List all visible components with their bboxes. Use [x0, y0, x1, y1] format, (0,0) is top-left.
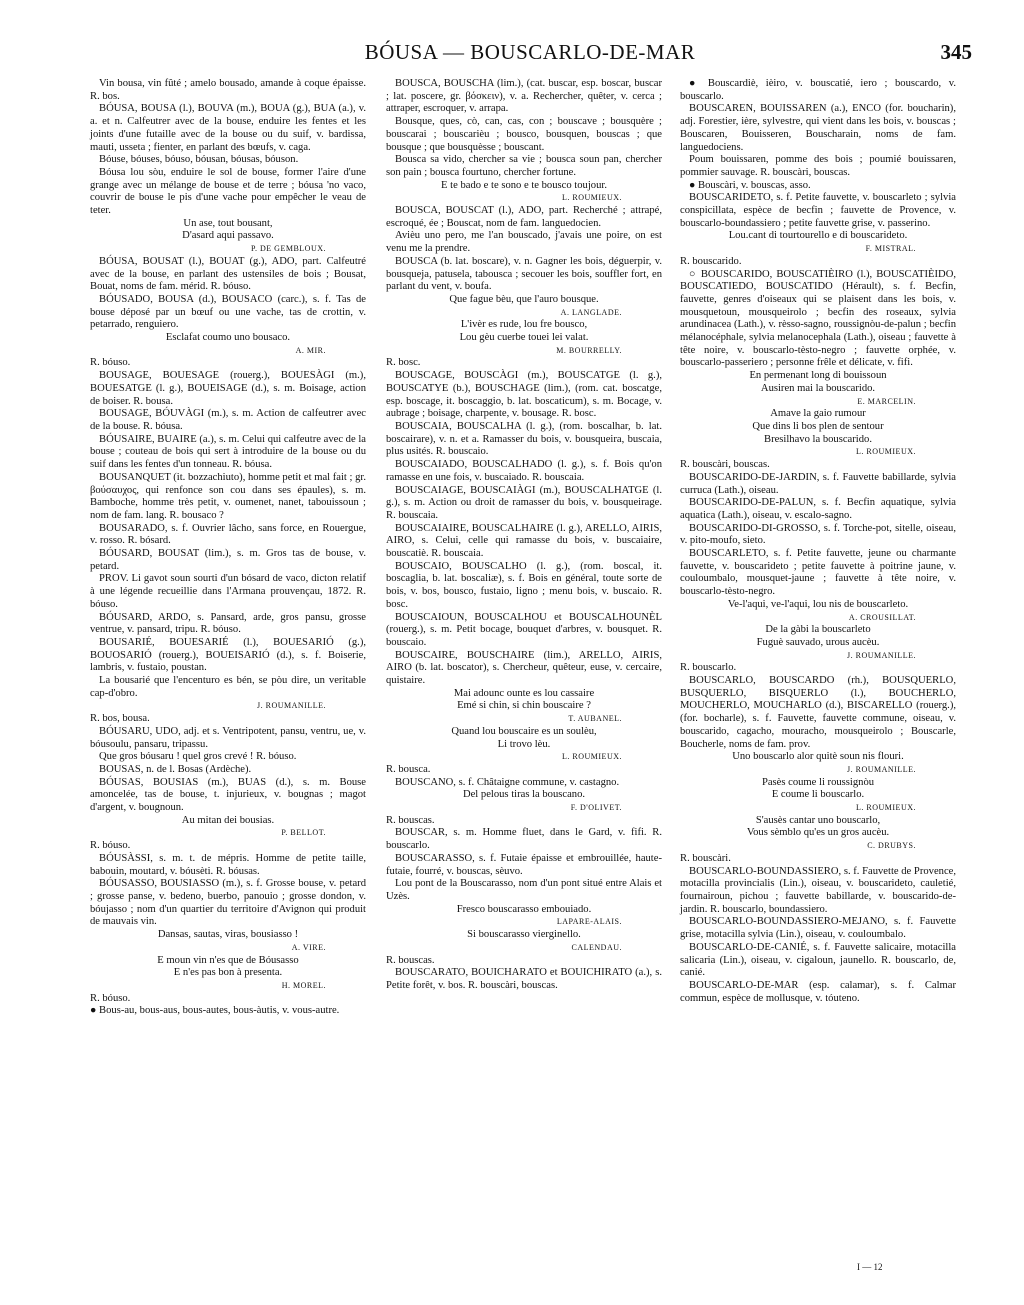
entry-paragraph: BÓUSAS, BOUSIAS (m.), BUAS (d.), s. m. Bouse amoncelée, tas de bouse, t. injurieux, v. bougnas ; magot d'argent, v. bougnoun. — [90, 776, 366, 814]
quotation-line: L'ivèr es rude, lou fre bousco, — [460, 319, 588, 331]
quotation-line: Lou.cant di tourtourello e di bouscarideto. — [728, 230, 908, 242]
entry-paragraph: BOUSCARLO-DE-CANIÉ, s. f. Fauvette salicaire, motacilla salicaria (Lin.), oiseau, v. cigaloun, jaunello. R. bouscarlo, de, canié. — [680, 941, 956, 979]
etymology-reference: R. bóuso. — [90, 992, 131, 1004]
entry-paragraph: BOUSCARIDO-DE-JARDIN, s. f. Fauvette babillarde, sylvia curruca (Lath.), oiseau. — [680, 471, 956, 496]
quotation-line: Quand lou bouscaire es un soulèu, — [451, 725, 597, 737]
quotation-author: H. MOREL. — [281, 980, 326, 990]
etymology-reference: R. bouscàri. — [680, 852, 731, 864]
quotation-line: En permenant long di bouissoun — [749, 370, 887, 382]
entry-paragraph: BOUSCA (b. lat. boscare), v. n. Gagner les bois, déguerpir, v. bousqueja, patusela, tabousca ; secouer les bois, souffler fort, en parlant du vent, v. boufa. — [386, 255, 662, 293]
entry-paragraph: BOUSCA, BOUSCAT (l.), ADO, part. Recherché ; attrapé, escroqué, ée ; Bouscat, nom de fam. languedocien. — [386, 205, 662, 229]
entry-paragraph: Avièu uno pero, me l'an bouscado, j'avais une poire, on est venu me la prendre. — [386, 230, 662, 255]
entry-paragraph: BÓUSA, BOUSA (l.), BOUVA (m.), BOUA (g.), BUA (a.), v. a. et n. Calfeutrer avec de la bouse, enduire les fentes et les joints d'une futaille avec de la bouse ou du suif, v. bardissa, mauti, usseta ; fienter, en parlant des bœufs, v. caga. — [90, 103, 366, 153]
etymology-reference: R. bouscas. — [386, 954, 435, 966]
quotation-author: P. DE GEMBLOUX. — [250, 244, 326, 254]
entry-paragraph: La bousarié que l'encenturo es bén, se pòu dire, un veritable cap-d'obro. — [90, 675, 366, 699]
entry-paragraph: BOUSCARLETO, s. f. Petite fauvette, jeune ou charmante fauvette, v. bouscarideto ; petite fauvette à poitrine jaune, v. couloumbalo, mousquet-jaune ; fauvette à tête noire, v. bouscarlo-tèsto-negro. — [680, 548, 956, 598]
entry-paragraph: BOUSARADO, s. f. Ouvrier lâcho, sans force, en Rouergue, v. rosso. R. bósard. — [90, 522, 366, 547]
entry-paragraph: BOUSARIÉ, BOUESARIÉ (l.), BOUESARIÓ (g.), BOUOSARIÓ (rouerg.), BOUEISARIÓ (d.), s. f. Boiserie, lambris, v. fustaio, poustan. — [90, 636, 366, 674]
entry-paragraph: BOUSCARLO-BOUNDASSIERO, s. f. Fauvette de Provence, motacilla provincialis (Lin.), oiseau, v. bouscarideto, cauletié, fournairoun, pichou ; fauvette babillarde, v. bouscarido-de-jardin. R. bouscarlo, boundassiero. — [680, 865, 956, 915]
quotation-line: Dansas, sautas, viras, bousiasso ! — [157, 929, 299, 941]
entry-paragraph: BOUSCAIO, BOUSCALHO (l. g.), (rom. boscal, it. boscaglia, b. lat. boscaliæ), s. f. Bois en général, toute sorte de bois, v. bos, bousco, fustaio, ligno ; menu bois, v. buscaio. R. bosc. — [386, 560, 662, 610]
quotation-author: CALENDAU. — [571, 942, 622, 952]
quotation-author: LAPARE-ALAIS. — [556, 917, 622, 927]
etymology-reference: ● Bous-au, bous-aus, bous-autes, bous-àutis, v. vous-autre. — [90, 1005, 340, 1017]
entry-paragraph: Poum bouissaren, pomme des bois ; poumié bouissaren, pommier sauvage. R. bouscàri, bouscas. — [680, 154, 956, 178]
quotation-author: J. ROUMANILLE. — [847, 650, 916, 660]
quotation-author: L. ROUMIEUX. — [562, 193, 622, 203]
entry-paragraph: BÓUSARD, BOUSAT (lim.), s. m. Gros tas de bouse, v. petard. — [90, 548, 366, 572]
entry-paragraph: BOUSCARIDO-DI-GROSSO, s. f. Torche-pot, sitelle, oiseau, v. pito-moufo, sieto. — [680, 522, 956, 547]
entry-paragraph: BÓUSASSO, BOUSIASSO (m.), s. f. Grosse bouse, v. petard ; grosse panse, v. bedeno, buerbo, panouio ; grosse dondon, v. bóujasso ; nom d'un quartier du territoire d'Avignon qui produit de mauvais vin. — [90, 878, 366, 928]
entry-paragraph: BOUSCARATO, BOUICHARATO et BOUICHIRATO (a.), s. Petite forêt, v. bos. R. bouscàri, bouscas. — [386, 967, 662, 991]
quotation-line: Au mitan dei bousias. — [181, 814, 275, 826]
page-header — [88, 36, 972, 70]
running-title: BÓUSA — BOUSCARLO-DE-MAR — [364, 40, 696, 64]
etymology-reference: R. bouscàri, bouscas. — [680, 459, 770, 471]
entry-paragraph: Vin bousa, vin fûté ; amelo bousado, amande à coque épaisse. R. bos. — [90, 78, 366, 102]
quotation-line: D'asard aqui passavo. — [182, 230, 274, 242]
quotation-line: Del pelous tiras la bouscano. — [462, 789, 586, 801]
quotation-line: Amave la gaio rumour — [770, 408, 866, 420]
etymology-reference: R. bos, bousa. — [90, 713, 150, 725]
entry-paragraph: BÓUSAIRE, BUAIRE (a.), s. m. Celui qui calfeutre avec de la bouse ; couteau de bois qui sert à introduire de la bouse ou du suif dans les fentes d'un tonneau. R. bóusa. — [90, 433, 366, 471]
entry-paragraph: BÓUSARD, ARDO, s. Pansard, arde, gros pansu, grosse ventrue, v. pansard, tripu. R. bóuso. — [90, 611, 366, 636]
quotation-line: Ve-l'aqui, ve-l'aqui, lou nis de bouscarleto. — [727, 598, 909, 610]
quotation-line: Vous sèmblo qu'es un gros aucèu. — [746, 827, 890, 839]
column-middle — [386, 78, 662, 993]
entry-paragraph: BOUSAGE, BÓUVÀGI (m.), s. m. Action de calfeutrer avec de la bouse. R. bóusa. — [90, 408, 366, 432]
quotation-author: L. ROUMIEUX. — [856, 803, 916, 813]
quotation-line: Que fague bèu, que l'auro bousque. — [449, 293, 599, 305]
page-number: 345 — [940, 40, 972, 64]
quotation-author: L. ROUMIEUX. — [856, 447, 916, 457]
entry-paragraph: BOUSCARLO-DE-MAR (esp. calamar), s. f. Calmar commun, espèce de mollusque, v. tóuteno. — [680, 979, 956, 1004]
entry-paragraph: BOUSCAIADO, BOUSCALHADO (l. g.), s. f. Bois qu'on ramasse en une fois, v. buscaiado. R. bouscaia. — [386, 459, 662, 483]
quotation-line: Esclafat coumo uno bousaco. — [165, 332, 291, 344]
quotation-line: E n'es pas bon à presenta. — [173, 967, 283, 979]
quotation-author: E. MARCELIN. — [857, 396, 916, 406]
entry-paragraph: BOUSCARLO-BOUNDASSIERO-MEJANO, s. f. Fauvette grise, motacilla sylvia (Lin.), oiseau, v. couloumbalo. — [680, 916, 956, 941]
etymology-reference: R. bouscarido. — [680, 255, 742, 267]
column-left — [90, 78, 366, 1018]
entry-paragraph: BOUSAGE, BOUESAGE (rouerg.), BOUESÀGI (m.), BOUESATGE (l. g.), BOUEISAGE (d.), s. m. Boisage, action de boiser. R. bousa. — [90, 370, 366, 407]
quotation-author: L. ROUMIEUX. — [562, 752, 622, 762]
quotation-author: A. VIRE. — [291, 942, 326, 952]
quotation-line: Ausiren mai la bouscarido. — [760, 382, 876, 394]
entry-paragraph: ○ BOUSCARIDO, BOUSCATIÈIRO (l.), BOUSCATIÈIDO, BOUSCATIEDO, BOUSCATIDO (Hérault), s. f. Becfin, fauvette, genres d'oiseaux qui se plaisent dans les bois, v. mousquetoun, mousqueirolo ; becfin des roseaux, sylvia arundinacea (Lath.), v. rèsso-sagno, roussignòu-de-palun ; becfin mélanocéphale, sylvia melanocephala (Lath.), oiseau ; fauvette à tête noire, v. bouscarlo-tèsto-negro ; fauvette orphée, v. bouscarlo-passeriero ; personne frêle et délicate, v. fifi. — [680, 268, 956, 369]
entry-paragraph: BOUSCANO, s. f. Châtaigne commune, v. castagno. — [395, 776, 620, 788]
etymology-reference: R. bousca. — [386, 763, 431, 775]
entry-paragraph: BOUSANQUET (it. bozzachiuto), homme petit et mal fait ; gr. βούσαυχος, qui renfonce son cou dans ses épaules), s. m. Bamboche, homme très petit, v. oumenet, nanet, tabouissoun ; nom de fam. lang. R. bousaco ? — [90, 471, 366, 521]
quotation-author: P. BELLOT. — [281, 828, 326, 838]
entry-paragraph: BOUSCAIRE, BOUSCHAIRE (lim.), ARELLO, AIRIS, AIRO (b. lat. boscator), s. Chercheur, quêteur, euse, v. cercaire, quistaire. — [386, 649, 662, 687]
quotation-line: Que dins li bos plen de sentour — [752, 420, 884, 432]
entry-paragraph: BOUSCAIAIRE, BOUSCALHAIRE (l. g.), ARELLO, AIRIS, AIRO, s. Celui, celle qui ramasse du bois, v. buscaiaire, bouscatiè. R. bouscaia. — [386, 522, 662, 560]
entry-paragraph: ● Bouscàri, v. bouscas, asso. — [689, 179, 811, 191]
quotation-line: Uno bouscarlo alor quitè soun nis flouri. — [732, 751, 904, 763]
entry-paragraph: Lou pont de la Bouscarasso, nom d'un pont situé entre Alais et Uzès. — [386, 878, 662, 902]
quotation-author: A. LANGLADE. — [560, 307, 622, 317]
quotation-author: J. ROUMANILLE. — [257, 701, 326, 711]
quotation-line: Si bouscarasso vierginello. — [467, 929, 581, 941]
entry-paragraph: PROV. Li gavot soun sourti d'un bósard de vaco, dicton relatif à une légende recueillie dans l'Armana prouvençau, 1872. R. bóuso. — [90, 573, 366, 610]
entry-paragraph: BOUSCAR, s. m. Homme fluet, dans le Gard, v. fifi. R. bouscarlo. — [386, 827, 662, 852]
quotation-line: E moun vin n'es que de Bóusasso — [157, 954, 299, 966]
entry-paragraph: BÓUSA, BOUSAT (l.), BOUAT (g.), ADO, part. Calfeutré avec de la bouse, en parlant des ustensiles de bois ; Bousat, Bouat, noms de fam. mérid. R. bóuso. — [90, 255, 366, 293]
quotation-author: T. AUBANEL. — [568, 714, 622, 724]
entry-paragraph: Bousca sa vido, chercher sa vie ; bousca soun pan, chercher son pain ; bousca fourtuno, chercher fortune. — [386, 154, 662, 178]
entry-paragraph: BOUSCAIOUN, BOUSCALHOU et BOUSCALHOUNÈL (rouerg.), s. m. Petit bocage, bouquet d'arbres, v. bousquet. R. bouscaio. — [386, 611, 662, 648]
entry-paragraph: Bousque, ques, cò, can, cas, con ; bouscave ; bousquère ; bouscarai ; bouscarièu ; bousco, bousquen, bouscas ; que bousque ; que bousquèsse ; bouscant. — [386, 116, 662, 153]
quotation-author: A. CROUSILLAT. — [848, 612, 916, 622]
entry-paragraph: Que gros bóusaru ! quel gros crevé ! R. bóuso. — [99, 751, 297, 763]
entry-paragraph: ● Bouscardiè, ièiro, v. bouscatié, iero ; bouscardo, v. bouscarlo. — [680, 78, 956, 102]
quotation-author: F. D'OLIVET. — [570, 803, 622, 813]
quotation-line: Bresilhavo la bouscarido. — [764, 433, 872, 445]
quotation-author: M. BOURRELLY. — [556, 345, 622, 355]
quotation-line: Lou gèu cuerbe touei lei valat. — [459, 332, 589, 344]
entry-paragraph: BOUSCAREN, BOUISSAREN (a.), ENCO (for. boucharin), adj. Forestier, ière, sylvestre, qui vient dans les bois, v. bouscas ; Bouscaren, Bouisseren, Bouscharain, noms de fam. languedociens. — [680, 103, 956, 153]
quotation-line: Un ase, tout bousant, — [183, 217, 273, 229]
etymology-reference: R. bouscas. — [386, 814, 435, 826]
entry-paragraph: BOUSCAIA, BOUSCALHA (l. g.), (rom. boscalhar, b. lat. boscairare), v. n. et a. Ramasser du bois, v. bousqueira, buscaia, plus usités. R. bouscaio. — [386, 420, 662, 458]
column-right — [680, 78, 956, 1005]
quotation-author: C. DRUBYS. — [867, 841, 916, 851]
entry-paragraph: BOUSCARIDO-DE-PALUN, s. f. Becfin aquatique, sylvia aquatica (Lath.), oiseau, v. escalo-sagno. — [680, 497, 956, 521]
entry-paragraph: BOUSCARASSO, s. f. Futaie épaisse et embrouillée, haute-futaie, fourré, v. bouscas, sèuvo. — [386, 852, 662, 877]
etymology-reference: R. bóuso. — [90, 357, 131, 369]
quotation-line: Li trovo lèu. — [497, 738, 551, 750]
etymology-reference: R. bouscarlo. — [680, 662, 737, 674]
quotation-line: Fuguè sauvado, urous aucèu. — [756, 636, 880, 648]
entry-paragraph: BOUSCARIDETO, s. f. Petite fauvette, v. bouscarleto ; sylvia conspicillata, espèce de becfin ; fauvette de Provence, v. bouscarlo-boundassiero ; petite fauvette grise, v. passerino. — [680, 192, 956, 229]
signature-mark: I — 12 — [857, 1262, 883, 1272]
entry-paragraph: BOUSCAGE, BOUSCÀGI (m.), BOUSCATGE (l. g.), BOUSCATYE (b.), BOUSCHAGE (lim.), (rom. cat. boscatge, esp. boscage, it. boscaggio, b. lat. boscaticum), s. m. Bocage, v. aubrage ; boisage, charpente, v. bousage. R. bosc. — [386, 370, 662, 420]
quotation-author: F. MISTRAL. — [865, 244, 916, 254]
quotation-line: De la gàbi la bouscarleto — [765, 624, 871, 636]
quotation-author: A. MIR. — [295, 345, 326, 355]
entry-paragraph: BÓUSARU, UDO, adj. et s. Ventripotent, pansu, ventru, ue, v. bóusoulu, pansaru, tripassu. — [90, 725, 366, 750]
entry-paragraph: BÓUSADO, BOUSA (d.), BOUSACO (carc.), s. f. Tas de bouse déposé par un bœuf ou une vache, tas de crottin, v. petarrado, renguiero. — [90, 293, 366, 331]
etymology-reference: R. bosc. — [386, 357, 421, 369]
entry-paragraph: BOUSCAIAGE, BOUSCAIÀGI (m.), BOUSCALHATGE (l. g.), s. m. Action ou droit de ramasser du bois, v. bousqueirage. R. bouscaia. — [386, 484, 662, 521]
entry-paragraph: BÓUSÀSSI, s. m. t. de mépris. Homme de petite taille, babouin, moutard, v. bóusèti. R. bóusas. — [90, 852, 366, 877]
entry-paragraph: Bóusa lou sòu, enduire le sol de bouse, former l'aire d'une grange avec un mélange de bouse et de terre ; bóusa 'no vaco, couvrir de bouse le pis d'une vache pour empêcher le veau de teter. — [90, 166, 366, 217]
quotation-line: Fresco bouscarasso embouiado. — [456, 903, 592, 915]
entry-paragraph: BOUSCARLO, BOUSCARDO (rh.), BOUSQUERLO, BUSQUERLO, BISQUERLO (l.), BOUCHERLO, MOUCHERLO, MOUCHARLO (d.), BISCARELLO (rouerg.), (for. bocharle), s. f. Fauvette, fauvette commune, oiseau, v. bouscarido, cagacho, mouracho, mousqueirolo ; Bouscarle, Boucherle, noms de fam. prov. — [680, 675, 956, 750]
quotation-line: S'ausès cantar uno bouscarlo, — [755, 814, 881, 826]
etymology-reference: R. bóuso. — [90, 840, 131, 852]
entry-paragraph: BOUSCA, BOUSCHA (lim.), (cat. buscar, esp. boscar, buscar ; lat. poscere, gr. βόσκειν), v. a. Rechercher, quêter, v. cerca ; attraper, escroquer, v. arrapa. — [386, 78, 662, 115]
quotation-line: Mai adounc ounte es lou cassaire — [453, 687, 595, 699]
quotation-author: J. ROUMANILLE. — [847, 764, 916, 774]
quotation-line: Emé si chin, si chin bouscaire ? — [457, 700, 591, 712]
entry-paragraph: BOUSAS, n. de l. Bosas (Ardèche). — [99, 763, 252, 775]
quotation-line: Pasès coume li roussignòu — [761, 776, 875, 788]
quotation-line: E te bado e te sono e te bousco toujour. — [441, 179, 607, 191]
quotation-line: E coume li bouscarlo. — [771, 789, 865, 801]
entry-paragraph: Bóuse, bóuses, bóuso, bóusan, bóusas, bóuson. — [99, 154, 299, 166]
